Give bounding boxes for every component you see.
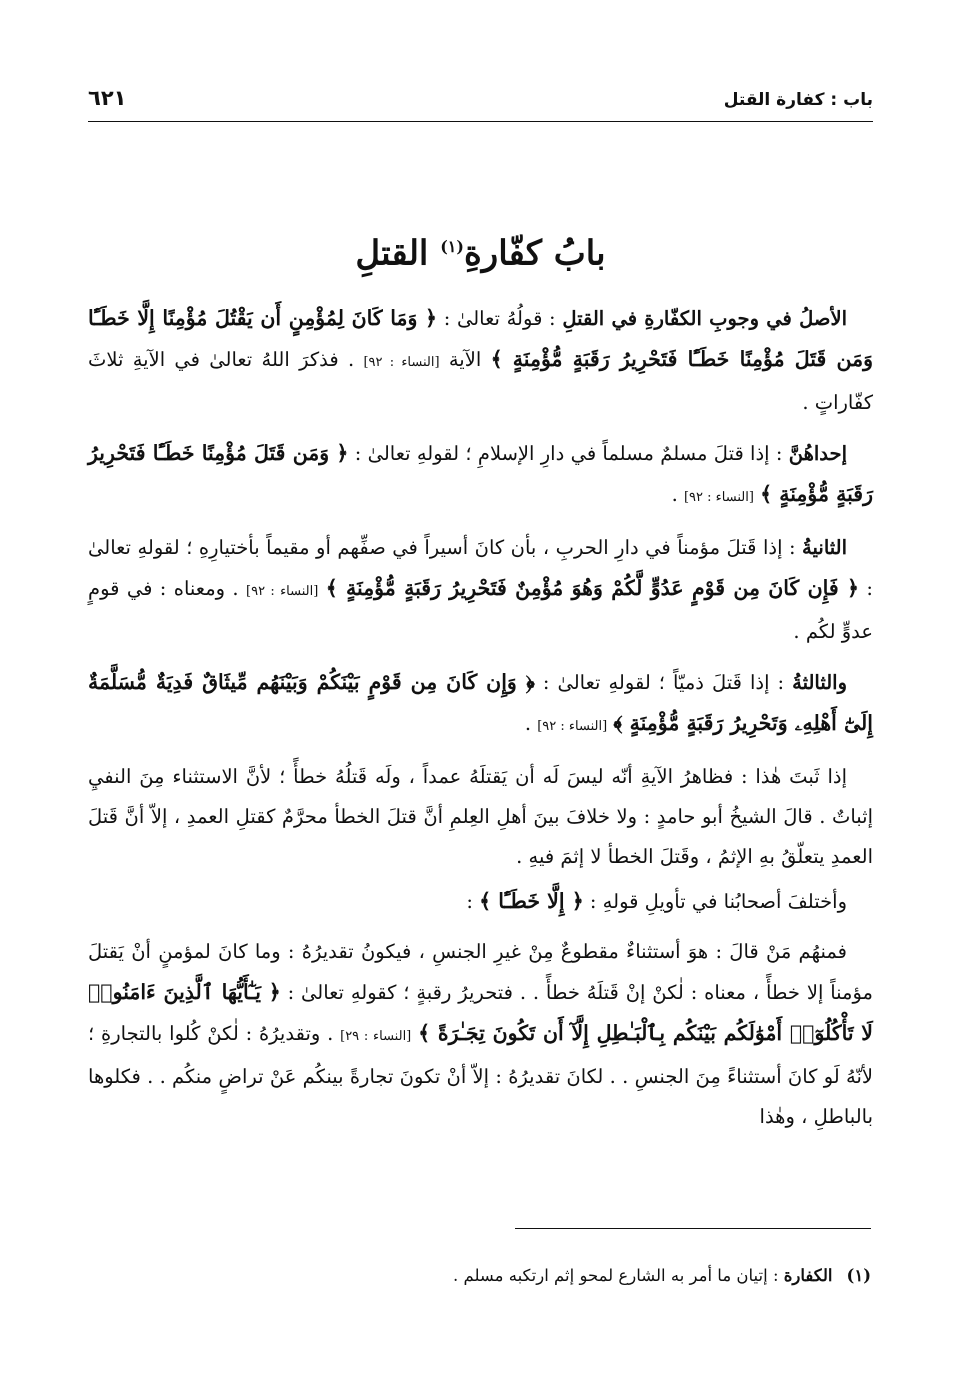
quran-quote: ﴿ إِلَّا خَطَـًٔا ﴾ [479,889,584,913]
paragraph-dispute [88,881,873,922]
footnote-rule [515,1228,871,1229]
paragraph-text: : قولُهُ تعالىٰ : [437,307,563,330]
paragraph-text: . فذكرَ اللهُ تعالىٰ في الآيةِ ثلاثَ كفّاراتٍ . [88,348,873,414]
paragraph-lead: الثانيةُ [802,536,847,559]
paragraph-first [88,433,873,518]
paragraph-ruling [88,757,873,877]
paragraph-text: . [671,483,684,506]
verse-reference: [النساء : ٩٢] [683,490,754,505]
running-header [88,82,873,116]
paragraph-text: الآية [439,348,491,371]
paragraph-lead: إحداهُنَّ [788,442,847,465]
paragraph-text: . [524,712,538,735]
footnote-marker: (١) [440,237,464,256]
verse-reference: [النساء : ٢٩] [340,1029,412,1044]
paragraph-second [88,528,873,652]
footnote-term: الكفارة [783,1266,833,1285]
quran-quote: ﴿ وَإِن كَانَ مِن قَوْمٍ بَيْنَكُمْ وَبَيْنَهُم مِّيثَاقٌ فَدِيَةٌ مُّسَلَّمَةٌ إِلَىٰٓ أَهْلِهِۦ وَتَحْرِيرُ رَقَبَةٍ مُّؤْمِنَةٍ ﴾ [88,670,873,735]
footnote [88,1262,871,1290]
paragraph-text: . وتقديرُهُ : لٰكنْ كُلوا بالتجارةِ ؛ لأنّهُ لَو كانَ أستثناءً مِنَ الجنسِ . . لكانَ تقديرُهُ : إلاّ أنْ تكونَ تجارةً بينكُم عَنْ تراضٍ منكُم . . فكلوها بالباطلِ ، وهٰذا [88,1022,873,1128]
quran-quote: ﴿ وَمَن قَتَلَ مُؤْمِنًا خَطَـًٔا فَتَحْرِيرُ رَقَبَةٍ مُّؤْمِنَةٍ ﴾ [88,441,873,506]
verse-reference: [النساء : ٩٢] [246,584,319,599]
paragraph-origin [88,298,873,423]
paragraph-text: . ومعناه : في قومٍ عدوٍّ لكُم . [88,577,873,643]
section-title-text-2: القتلِ [355,233,441,274]
quran-quote: ﴿ وَمَا كَانَ لِمُؤْمِنٍ أَن يَقْتُلَ مُؤْمِنًا إِلَّا خَطَـًٔا وَمَن قَتَلَ مُؤْمِنًا خَطَـًٔا فَتَحْرِيرُ رَقَبَةٍ مُّؤْمِنَةٍ ﴾ [88,306,874,371]
footnote-text: : إتيان ما أمر به الشارع لمحو إثم ارتكبه مسلم . [452,1266,784,1285]
paragraph-text: : إذا قَتلَ مؤمناً في دارِ الحربِ ، بأن كانَ أسيراً في صفِّهم أو مقيماً بأختيارِهِ ؛ لقولهِ تعالىٰ : [88,536,873,600]
quran-quote: ﴿ يَـٰٓأَيُّهَا ٱلَّذِينَ ءَامَنُوا۟ لَا تَأْكُلُوٓا۟ أَمْوَٰلَكُم بَيْنَكُم بِٱلْبَـٰطِلِ إِلَّآ أَن تَكُونَ تِجَـٰرَةً ﴾ [88,980,873,1045]
paragraph-text: فمنهُم مَنْ قالَ : هوَ أستثناءٌ مقطوعٌ مِنْ غيرِ الجنسِ ، فيكونُ تقديرُهُ : وما كانَ لمؤمنٍ أنْ يَقتلَ مؤمناً إلا خطأً ، معناه : لٰكنْ إنْ قَتلَهُ خطأً . . فتحريرُ رقبةٍ ؛ كقولهِ تعالىٰ : [88,940,873,1004]
header-rule [88,121,873,122]
footnote-number: (١) [846,1266,871,1285]
verse-reference: [النساء : ٩٢] [537,719,608,734]
verse-reference: [النساء : ٩٢] [363,355,440,370]
body-text [88,298,873,1137]
paragraph-opinion [88,932,873,1137]
paragraph-text: إذا ثَبتَ هٰذا : فظاهرُ الآيةِ أنّه ليسَ لَه أن يَقتلَهُ عمداً ، ولَه قَتلُهُ خطأً ؛ لأنَّ الاستثناء مِنَ النفيِ إثباتٌ . قالَ الشيخُ أبو حامدٍ : ولا خلافَ بينَ أهلِ العِلمِ أنَّ قتلَ الخطأ محرَّمٌ كقتلِ العمدِ ، إلاّ أنَّ قَتلَ العمدِ يتعلّقُ بهِ الإثمُ ، وقَتلَ الخطأ لا إثمَ فيهِ . [88,765,873,868]
paragraph-text: : إذا قتلَ مسلمٌ مسلماً في دارِ الإسلامِ ؛ لقولهِ تعالىٰ : [348,442,789,465]
quran-quote: ﴿ فَإِن كَانَ مِن قَوْمٍ عَدُوٍّ لَّكُمْ وَهُوَ مُؤْمِنٌ فَتَحْرِيرُ رَقَبَةٍ مُّؤْمِنَةٍ ﴾ [325,576,860,600]
paragraph-text: : إذا قَتلَ ذميّاً ؛ لقولهِ تعالىٰ : [534,671,793,694]
section-title-text: بابُ كفّارةِ [463,233,606,274]
chapter-title: باب : كفارة القتل [723,90,873,110]
paragraph-lead: والثالثةُ [792,671,847,694]
paragraph-third [88,662,873,747]
paragraph-text [318,577,325,600]
section-title [88,222,873,278]
paragraph-lead: الأصلُ في وجوبِ الكفّارةِ في القتلِ [562,307,847,330]
paragraph-text: : [466,890,480,913]
page-number: ٦٢١ [88,86,127,110]
paragraph-text: وأختلفَ أصحابُنا في تأويلِ قولهِ : [583,890,847,913]
